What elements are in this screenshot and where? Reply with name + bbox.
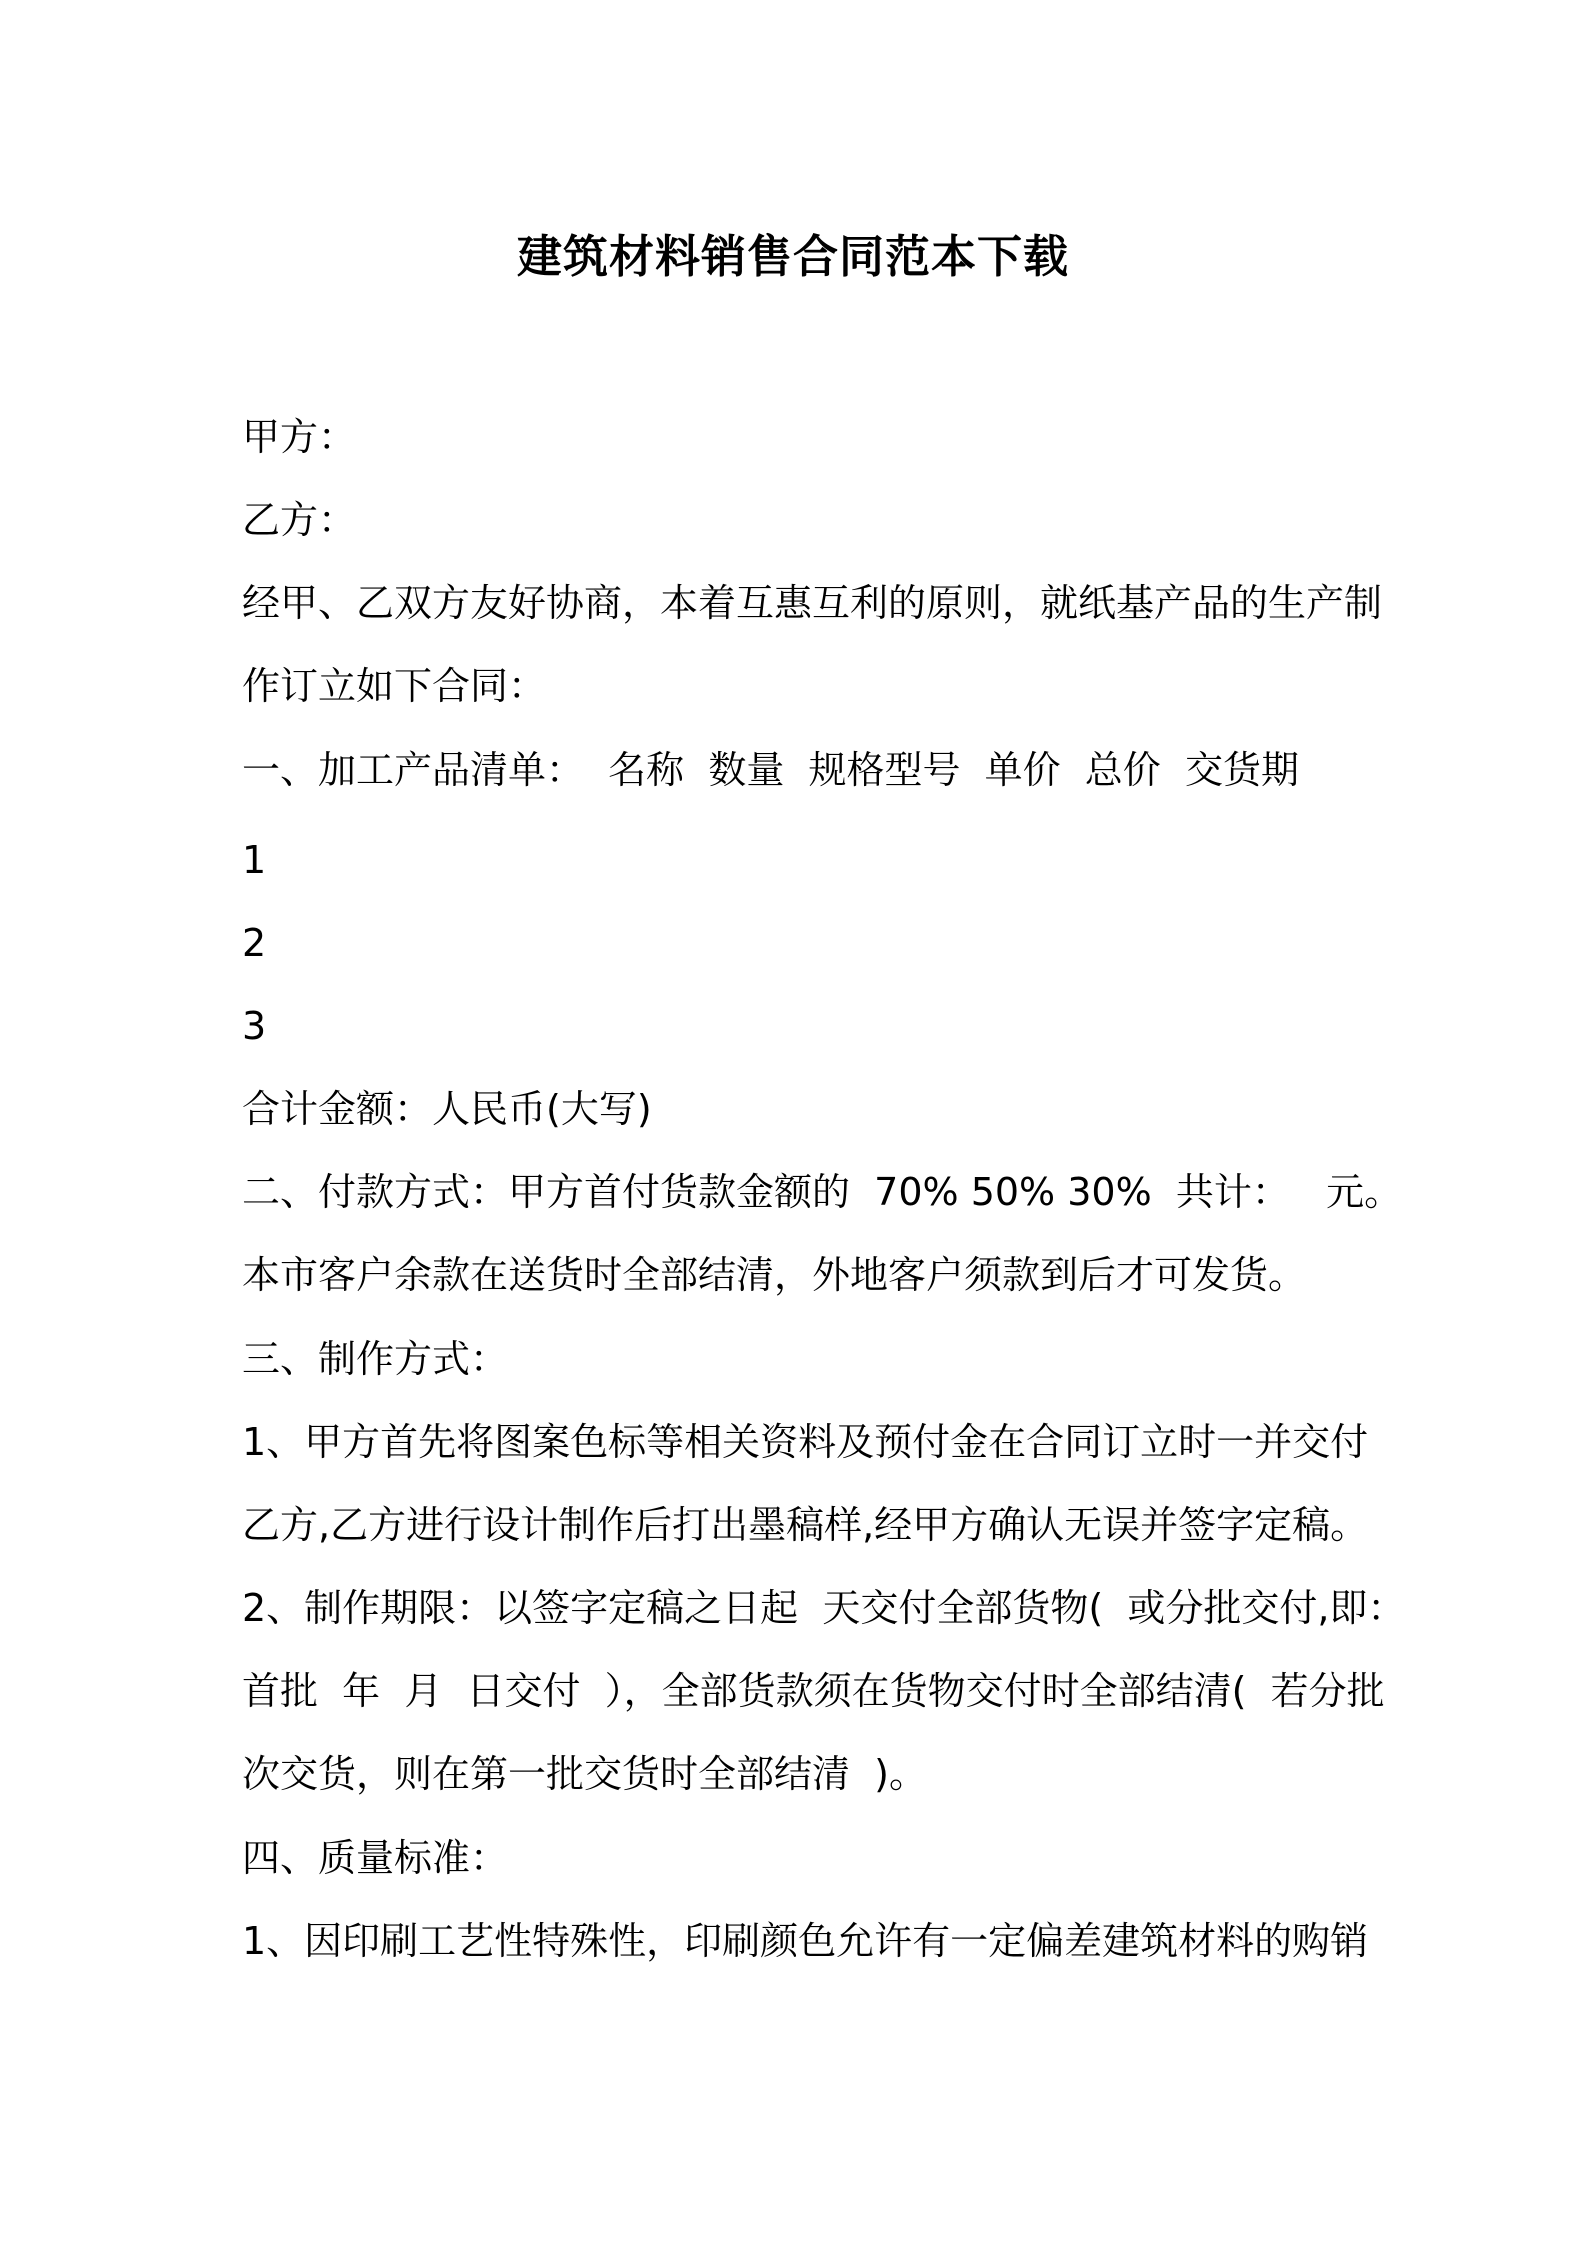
production-clause-1-line-2: 乙方,乙方进行设计制作后打出墨稿样,经甲方确认无误并签字定稿。 <box>242 1503 1369 1547</box>
production-clause-2-line-2: 首批 年 月 日交付 ），全部货款须在货物交付时全部结清( 若分批 <box>242 1669 1385 1713</box>
quality-clause-1-line-1: 1、因印刷工艺性特殊性，印刷颜色允许有一定偏差建筑材料的购销 <box>242 1919 1369 1963</box>
product-list-item: 3 <box>242 1004 267 1048</box>
production-clause-2-line-3: 次交货，则在第一批交货时全部结清 )。 <box>242 1752 927 1796</box>
section-3-heading: 三、制作方式： <box>242 1337 509 1381</box>
section-4-heading: 四、质量标准： <box>242 1836 509 1880</box>
document-title: 建筑材料销售合同范本下载 <box>516 230 1069 283</box>
intro-paragraph-line-1: 经甲、乙双方友好协商，本着互惠互利的原则，就纸基产品的生产制 <box>242 581 1383 625</box>
total-amount-line: 合计金额：人民币(大写) <box>242 1087 652 1131</box>
section-2-heading: 二、付款方式：甲方首付货款金额的 70% 50% 30% 共计： 元。 <box>242 1170 1403 1214</box>
production-clause-2-line-1: 2、制作期限：以签字定稿之日起 天交付全部货物( 或分批交付,即： <box>242 1586 1406 1630</box>
section-1-heading: 一、加工产品清单： 名称 数量 规格型号 单价 总价 交货期 <box>242 748 1299 792</box>
production-clause-1-line-1: 1、甲方首先将图案色标等相关资料及预付金在合同订立时一并交付 <box>242 1420 1369 1464</box>
intro-paragraph-line-2: 作订立如下合同： <box>242 664 547 708</box>
product-list-item: 2 <box>242 921 267 965</box>
party-b-line: 乙方： <box>242 498 357 542</box>
product-list-item: 1 <box>242 838 267 882</box>
payment-terms-line: 本市客户余款在送货时全部结清，外地客户须款到后才可发货。 <box>242 1253 1307 1297</box>
party-a-line: 甲方： <box>242 415 357 459</box>
